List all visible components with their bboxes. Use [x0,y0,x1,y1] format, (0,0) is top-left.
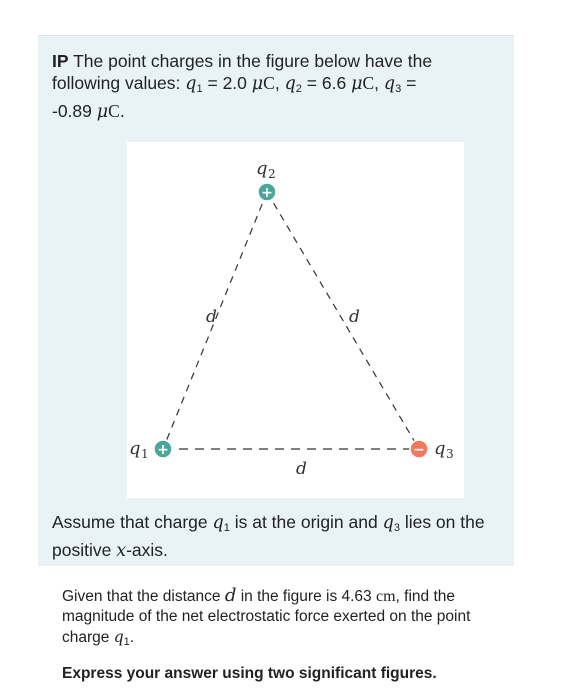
question-q-subscript: 1 [123,636,130,648]
question-text-a: Given that the distance [62,588,221,605]
q1-label: q [129,438,141,459]
q3-label: q [434,438,446,459]
q2-symbol: q [284,74,296,94]
assume-text-a: Assume that charge [52,512,208,532]
intro-text: The point charges in the figure below have the following values: [52,51,433,93]
q1-label-sub: 1 [141,447,149,461]
question-text-b: in the figure is 4.63 [240,588,372,605]
q2-label-sub: 2 [268,167,276,181]
q3-unit-c: C [108,101,120,121]
figure-svg [127,142,464,498]
question-q-symbol: q [113,628,124,646]
q1-subscript: 1 [196,83,203,95]
assume-q1-subscript: 1 [223,522,230,534]
side-label-bottom: d [296,459,307,479]
assume-q3-subscript: 3 [393,522,400,534]
q3-equals: = [406,73,417,93]
q3-number: -0.89 [52,101,92,121]
question-unit: cm [376,588,396,605]
plus-icon: + [261,185,273,201]
assume-axis-symbol: x [116,541,127,561]
minus-icon: − [413,442,425,458]
problem-panel [38,35,514,566]
q2-label: q [256,158,268,179]
assumption-text [52,511,502,562]
side-label-right: d [349,307,360,327]
side-line-right [267,192,419,449]
q3-subscript: 3 [395,83,402,95]
assume-q1-symbol: q [212,513,224,533]
question-end: . [129,629,135,646]
q3-unit-mu: μ [96,102,109,122]
problem-tag: IP [52,51,69,71]
assume-text-d: -axis. [126,540,168,560]
problem-statement [52,50,502,123]
q3-label-sub: 3 [446,447,454,461]
sep-1: , [274,73,280,93]
side-label-left: d [206,307,217,327]
sep-2: , [374,73,380,93]
question-text [62,586,502,652]
answer-instruction: Express your answer using two significant figures. [62,665,437,682]
assume-text-b: is at the origin and [234,512,378,532]
assume-text-c: lies on the positive [52,512,485,560]
plus-icon: + [157,442,169,458]
q2-unit-mu: μ [351,74,363,94]
question-text-c: , find the magnitude of the net electrostatic force exerted on the point charge [62,588,471,646]
q2-unit-c: C [362,73,375,93]
q1-value: = 2.0 [207,73,247,93]
intro-end: . [119,101,125,121]
q3-symbol: q [383,74,396,94]
q2-subscript: 2 [295,83,302,95]
q1-unit-mu: μ [251,74,264,94]
question-d-symbol: d [224,585,237,606]
q1-unit-c: C [263,73,275,93]
q2-value: = 6.6 [306,73,347,93]
q1-symbol: q [185,74,197,94]
charge-triangle-figure [127,142,464,498]
assume-q3-symbol: q [382,513,394,533]
